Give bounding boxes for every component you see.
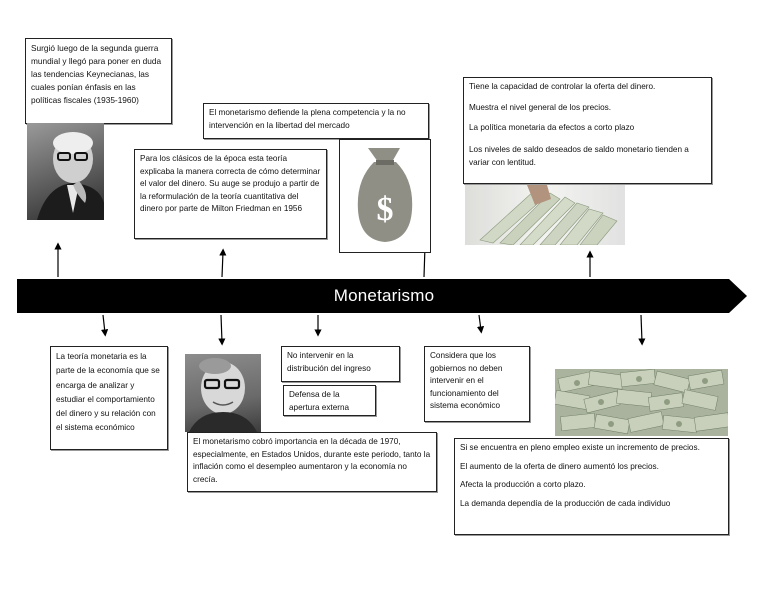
effect-item: La demanda dependía de la producción de cada individuo — [460, 498, 671, 508]
characteristic-item: Los niveles de saldo deseados de saldo monetario tienden a variar con lentitud. — [469, 144, 689, 167]
money-bag-frame — [339, 139, 431, 253]
text-box-effects — [454, 438, 729, 535]
dollar-sign: $ — [376, 191, 394, 228]
money-pile-photo — [555, 369, 728, 436]
arrow-down-2 — [221, 315, 222, 342]
text-box-no-intervention-income: No intervenir en la distribución del ingreso — [281, 346, 400, 382]
arrow-up-2 — [222, 252, 223, 277]
text-box-characteristics — [463, 77, 712, 184]
timeline-title: Monetarismo — [333, 286, 435, 305]
portrait-photo — [185, 354, 261, 432]
text-box-seventies: El monetarismo cobró importancia en la década de 1970, especialmente, en Estados Unidos, durante este periodo, tanto la inflación como el desempleo aumentaron y la economía no crecía. — [187, 432, 437, 492]
arrow-down-5 — [641, 315, 642, 342]
arrow-down-4 — [479, 315, 481, 330]
characteristic-item: Tiene la capacidad de controlar la oferta del dinero. — [469, 82, 656, 91]
effect-item: El aumento de la oferta de dinero aumentó los precios. — [460, 461, 659, 471]
arrow-down-1 — [103, 315, 105, 333]
hand-holding-bills-icon — [465, 185, 625, 245]
portrait-photo — [27, 123, 104, 220]
money-pile-icon — [555, 369, 728, 436]
text-box-classics: Para los clásicos de la época esta teoría explicaba la manera correcta de cómo determinar el valor del dinero. Su auge se produjo a partir de la reformulación de la teoría cuantitativa del dinero por parte de Milton Friedman en 1956 — [134, 149, 327, 239]
characteristic-item: La política monetaria da efectos a corto plazo — [469, 123, 635, 133]
hand-holding-bills-photo — [465, 185, 625, 245]
text-box-competition: El monetarismo defiende la plena competencia y la no intervención en la libertad del mercado — [203, 103, 429, 139]
money-bag-icon — [340, 140, 430, 252]
text-box-monetary-theory: La teoría monetaria es la parte de la economía que se encarga de analizar y estudiar el comportamiento del dinero y su relación con el sistema económico — [50, 346, 168, 450]
effect-item: Afecta la producción a corto plazo. — [460, 480, 586, 490]
portrait-photo-bottom — [185, 354, 261, 432]
text-box-origin: Surgió luego de la segunda guerra mundial y llegó para poner en duda las tendencias Keynecianas, las cuales ponían énfasis en las políticas fiscales (1935-1960) — [25, 38, 172, 124]
characteristic-item: Muestra el nivel general de los precios. — [469, 102, 611, 112]
text-box-external-opening: Defensa de la apertura externa — [283, 385, 376, 416]
portrait-photo-top — [27, 123, 104, 220]
effect-item: Si se encuentra en pleno empleo existe un incremento de precios. — [460, 443, 700, 452]
text-box-government: Considera que los gobiernos no deben intervenir en el funcionamiento del sistema económico — [424, 346, 530, 422]
